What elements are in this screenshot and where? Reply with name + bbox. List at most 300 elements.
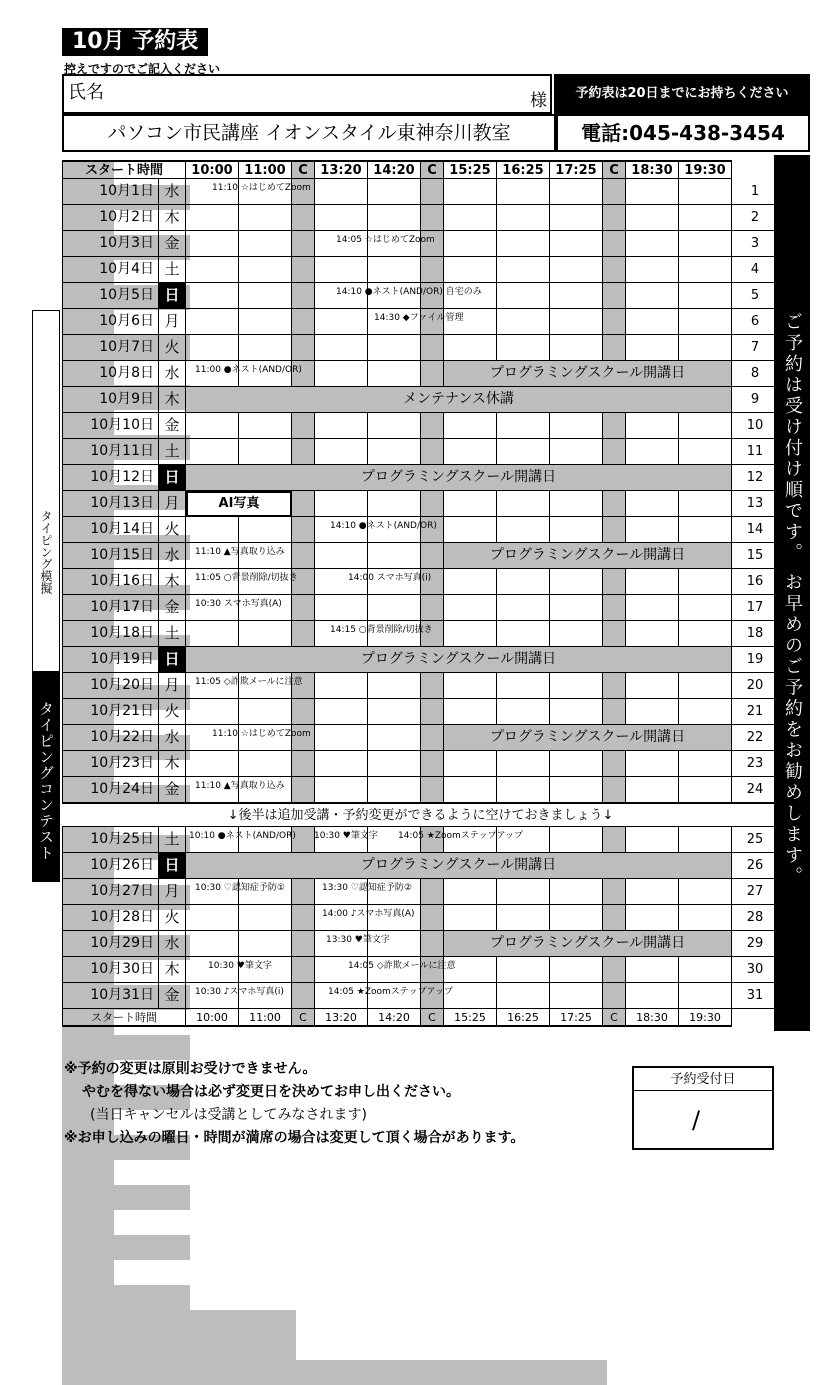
slot-cell[interactable] <box>603 257 626 283</box>
footnote-1: ※予約の変更は原則お受けできません。 <box>64 1061 317 1077</box>
slot-cell[interactable] <box>626 205 679 231</box>
slot-cell[interactable] <box>292 905 315 931</box>
slot-cell[interactable] <box>292 777 315 803</box>
slot-cell[interactable] <box>186 231 239 257</box>
right-notice-bar: ご予約は受け付け順です。 お早めのご予約をお勧めします。 <box>774 155 810 1031</box>
slot-cell[interactable] <box>421 439 444 465</box>
slot-cell[interactable] <box>444 179 497 205</box>
slot-cell[interactable] <box>550 205 603 231</box>
slot-cell[interactable] <box>444 751 497 777</box>
row-number: 3 <box>732 231 779 257</box>
slot-cell[interactable] <box>679 905 732 931</box>
slot-cell[interactable] <box>421 905 444 931</box>
slot-cell[interactable] <box>186 439 239 465</box>
slot-cell[interactable] <box>603 699 626 725</box>
time-column-header: C <box>292 160 315 179</box>
slot-cell[interactable] <box>679 751 732 777</box>
slot-cell[interactable] <box>603 595 626 621</box>
slot-cell[interactable] <box>292 283 315 309</box>
slot-cell[interactable] <box>239 931 292 957</box>
weekday-cell: 木 <box>159 387 186 413</box>
time-column-header: 13:20 <box>315 160 368 179</box>
slot-cell[interactable] <box>603 621 626 647</box>
date-cell: 10月15日 <box>62 543 159 569</box>
slot-cell[interactable] <box>239 517 292 543</box>
date-cell: 10月31日 <box>62 983 159 1009</box>
slot-cell[interactable] <box>550 283 603 309</box>
slot-cell[interactable] <box>497 439 550 465</box>
slot-cell[interactable] <box>292 257 315 283</box>
slot-cell[interactable] <box>679 699 732 725</box>
weekday-cell: 金 <box>159 777 186 803</box>
weekday-cell: 火 <box>159 517 186 543</box>
date-cell: 10月24日 <box>62 777 159 803</box>
slot-cell[interactable] <box>315 205 368 231</box>
slot-cell[interactable] <box>315 543 368 569</box>
slot-cell[interactable] <box>603 905 626 931</box>
slot-cell[interactable] <box>368 491 421 517</box>
slot-cell[interactable] <box>497 621 550 647</box>
slot-cell[interactable] <box>626 491 679 517</box>
slot-cell[interactable] <box>239 751 292 777</box>
slot-cell[interactable] <box>239 699 292 725</box>
slot-cell[interactable] <box>679 283 732 309</box>
slot-cell[interactable] <box>626 827 679 853</box>
slot-cell[interactable] <box>550 621 603 647</box>
schedule-banner: メンテナンス休講 <box>186 387 731 412</box>
slot-cell[interactable] <box>368 335 421 361</box>
slot-cell[interactable] <box>626 621 679 647</box>
slot-cell[interactable] <box>421 595 444 621</box>
slot-cell[interactable] <box>679 621 732 647</box>
slot-cell[interactable] <box>679 595 732 621</box>
slot-cell[interactable] <box>368 179 421 205</box>
slot-cell[interactable] <box>292 543 315 569</box>
class-note: 11:10 ☆はじめてZoom <box>212 729 311 739</box>
slot-cell[interactable] <box>315 439 368 465</box>
class-note: 14:15 ○背景削除/切抜き <box>330 625 433 635</box>
start-time-header: スタート時間 <box>62 160 186 179</box>
slot-cell[interactable] <box>239 335 292 361</box>
slot-cell[interactable] <box>603 879 626 905</box>
class-note: 14:00 スマホ写真(i) <box>348 573 432 583</box>
slot-cell[interactable] <box>292 751 315 777</box>
slot-cell[interactable] <box>626 179 679 205</box>
slot-cell[interactable] <box>186 335 239 361</box>
slot-cell[interactable] <box>186 309 239 335</box>
slot-cell[interactable] <box>315 673 368 699</box>
slot-cell[interactable] <box>444 879 497 905</box>
slot-cell[interactable] <box>679 517 732 543</box>
slot-cell[interactable] <box>550 517 603 543</box>
date-cell: 10月30日 <box>62 957 159 983</box>
receipt-divider <box>632 1090 774 1091</box>
weekday-cell: 土 <box>159 827 186 853</box>
slot-cell[interactable] <box>550 777 603 803</box>
slot-cell[interactable] <box>550 439 603 465</box>
slot-cell[interactable] <box>550 309 603 335</box>
slot-cell[interactable] <box>186 283 239 309</box>
time-column-footer: 11:00 <box>239 1009 292 1027</box>
slot-cell[interactable] <box>239 621 292 647</box>
slot-cell[interactable] <box>368 699 421 725</box>
slot-cell[interactable] <box>497 283 550 309</box>
slot-cell[interactable] <box>239 309 292 335</box>
slot-cell[interactable] <box>444 439 497 465</box>
slot-cell[interactable] <box>679 257 732 283</box>
slot-cell[interactable] <box>421 931 444 957</box>
class-note: 14:05 ☆はじめてZoom <box>336 235 435 245</box>
slot-cell[interactable] <box>239 905 292 931</box>
date-cell: 10月29日 <box>62 931 159 957</box>
start-time-footer: スタート時間 <box>62 1009 186 1027</box>
slot-cell[interactable] <box>421 751 444 777</box>
slot-cell[interactable] <box>679 957 732 983</box>
slot-cell[interactable] <box>239 257 292 283</box>
slot-cell[interactable] <box>603 673 626 699</box>
slot-cell[interactable] <box>239 283 292 309</box>
slot-cell[interactable] <box>444 491 497 517</box>
slot-cell[interactable] <box>368 361 421 387</box>
slot-cell[interactable] <box>626 983 679 1009</box>
slot-cell[interactable] <box>603 335 626 361</box>
slot-cell[interactable] <box>444 569 497 595</box>
slot-cell[interactable] <box>444 413 497 439</box>
slot-cell[interactable] <box>603 777 626 803</box>
slot-cell[interactable] <box>679 491 732 517</box>
slot-cell[interactable] <box>626 257 679 283</box>
slot-cell[interactable] <box>550 335 603 361</box>
slot-cell[interactable] <box>679 569 732 595</box>
slot-cell[interactable] <box>603 283 626 309</box>
slot-cell[interactable] <box>315 777 368 803</box>
row-number: 19 <box>732 647 779 673</box>
slot-cell[interactable] <box>626 283 679 309</box>
slot-cell[interactable] <box>603 751 626 777</box>
slot-cell[interactable] <box>186 621 239 647</box>
slot-cell[interactable] <box>603 231 626 257</box>
slot-cell[interactable] <box>421 257 444 283</box>
notice-row: ↓後半は追加受講・予約変更ができるように空けておきましょう↓ <box>62 803 779 827</box>
slot-cell[interactable] <box>497 491 550 517</box>
slot-cell[interactable] <box>497 257 550 283</box>
slot-cell[interactable] <box>679 335 732 361</box>
slot-cell[interactable] <box>444 673 497 699</box>
slot-cell[interactable] <box>603 983 626 1009</box>
slot-cell[interactable] <box>626 517 679 543</box>
slot-cell[interactable] <box>626 413 679 439</box>
slot-cell[interactable] <box>186 699 239 725</box>
weekday-cell: 日 <box>159 853 186 879</box>
name-field[interactable] <box>62 74 552 114</box>
slot-cell[interactable] <box>550 569 603 595</box>
time-column-header: 10:00 <box>186 160 239 179</box>
slot-cell[interactable] <box>444 905 497 931</box>
time-column-header: C <box>421 160 444 179</box>
slot-cell[interactable] <box>315 699 368 725</box>
slot-cell[interactable] <box>368 205 421 231</box>
slot-cell[interactable] <box>603 491 626 517</box>
class-note: 14:05 ★Zoomステップアップ <box>328 987 454 997</box>
slot-cell[interactable] <box>550 905 603 931</box>
slot-cell[interactable] <box>550 751 603 777</box>
slot-cell[interactable] <box>421 879 444 905</box>
slot-cell[interactable] <box>444 699 497 725</box>
slot-cell[interactable] <box>444 517 497 543</box>
slot-cell[interactable] <box>421 543 444 569</box>
slot-cell[interactable] <box>368 725 421 751</box>
slot-cell[interactable] <box>603 439 626 465</box>
slot-cell[interactable] <box>679 983 732 1009</box>
slot-cell[interactable] <box>626 569 679 595</box>
slot-cell[interactable] <box>497 777 550 803</box>
slot-cell[interactable] <box>315 335 368 361</box>
slot-cell[interactable] <box>603 827 626 853</box>
slot-cell[interactable] <box>239 231 292 257</box>
slot-cell[interactable] <box>292 621 315 647</box>
slot-cell[interactable] <box>315 257 368 283</box>
time-column-header: 11:00 <box>239 160 292 179</box>
slot-cell[interactable] <box>315 179 368 205</box>
slot-cell[interactable] <box>186 257 239 283</box>
slot-cell[interactable] <box>679 179 732 205</box>
slot-cell[interactable] <box>368 543 421 569</box>
slot-cell[interactable] <box>603 413 626 439</box>
slot-cell[interactable] <box>626 309 679 335</box>
slot-cell[interactable] <box>315 751 368 777</box>
time-column-footer: C <box>292 1009 315 1027</box>
slot-cell[interactable] <box>368 673 421 699</box>
slot-cell[interactable] <box>421 179 444 205</box>
slot-cell[interactable] <box>292 517 315 543</box>
ai-photo-label: AI写真 <box>186 491 292 517</box>
slot-cell[interactable] <box>626 673 679 699</box>
slot-cell[interactable] <box>444 257 497 283</box>
class-note: 14:10 ●ネスト(AND/OR) 自宅のみ <box>336 287 482 297</box>
slot-cell[interactable] <box>497 699 550 725</box>
row-number: 29 <box>732 931 779 957</box>
row-number: 9 <box>732 387 779 413</box>
slot-cell[interactable] <box>626 957 679 983</box>
row-number: 15 <box>732 543 779 569</box>
slot-cell[interactable] <box>626 751 679 777</box>
slot-cell[interactable] <box>626 335 679 361</box>
slot-cell[interactable] <box>550 595 603 621</box>
slot-cell[interactable] <box>292 413 315 439</box>
slot-cell[interactable] <box>444 335 497 361</box>
slot-cell[interactable] <box>292 879 315 905</box>
date-cell: 10月7日 <box>62 335 159 361</box>
slot-cell[interactable] <box>626 231 679 257</box>
slot-cell[interactable] <box>421 361 444 387</box>
slot-cell[interactable] <box>239 205 292 231</box>
class-note: 13:30 ♡認知症予防② <box>322 883 412 893</box>
slot-cell[interactable] <box>186 517 239 543</box>
slot-cell[interactable] <box>497 335 550 361</box>
slot-cell[interactable] <box>186 931 239 957</box>
slot-cell[interactable] <box>550 413 603 439</box>
slot-cell[interactable] <box>497 517 550 543</box>
slot-cell[interactable] <box>679 205 732 231</box>
page-subtitle: 控えですのでご記入ください <box>64 62 221 76</box>
class-note: 14:30 ◆ファイル管理 <box>374 313 464 323</box>
slot-cell[interactable] <box>550 879 603 905</box>
slot-cell[interactable] <box>444 205 497 231</box>
slot-cell[interactable] <box>626 439 679 465</box>
slot-cell[interactable] <box>497 309 550 335</box>
slot-cell[interactable] <box>292 309 315 335</box>
row-number: 26 <box>732 853 779 879</box>
slot-cell[interactable] <box>626 879 679 905</box>
slot-cell[interactable] <box>679 231 732 257</box>
slot-cell[interactable] <box>292 699 315 725</box>
weekday-cell: 木 <box>159 957 186 983</box>
slot-cell[interactable] <box>186 413 239 439</box>
slot-cell[interactable] <box>679 439 732 465</box>
slot-cell[interactable] <box>315 361 368 387</box>
weekday-cell: 金 <box>159 983 186 1009</box>
slot-cell[interactable] <box>368 777 421 803</box>
slot-cell[interactable] <box>421 413 444 439</box>
slot-cell[interactable] <box>421 725 444 751</box>
time-column-footer: 15:25 <box>444 1009 497 1027</box>
slot-cell[interactable] <box>421 673 444 699</box>
slot-cell[interactable] <box>603 205 626 231</box>
slot-cell[interactable] <box>603 957 626 983</box>
slot-cell[interactable] <box>550 673 603 699</box>
slot-cell[interactable] <box>550 491 603 517</box>
slot-cell[interactable] <box>292 335 315 361</box>
slot-cell[interactable] <box>497 569 550 595</box>
slot-cell[interactable] <box>679 827 732 853</box>
class-note: 11:10 ☆はじめてZoom <box>212 183 311 193</box>
slot-cell[interactable] <box>292 491 315 517</box>
slot-cell[interactable] <box>497 751 550 777</box>
date-cell: 10月9日 <box>62 387 159 413</box>
slot-cell[interactable] <box>679 879 732 905</box>
row-number: 25 <box>732 827 779 853</box>
slot-cell[interactable] <box>292 439 315 465</box>
slot-cell[interactable] <box>603 569 626 595</box>
slot-cell[interactable] <box>368 751 421 777</box>
row-number: 23 <box>732 751 779 777</box>
class-note: 10:10 ●ネスト(AND/OR) <box>189 831 296 841</box>
class-note: 14:05 ◇詐欺メールに注意 <box>348 961 456 971</box>
slot-cell[interactable] <box>444 621 497 647</box>
slot-cell[interactable] <box>315 309 368 335</box>
slot-cell[interactable] <box>186 905 239 931</box>
typing-contest-label: タイピングコンテスト <box>32 672 60 882</box>
slot-cell[interactable] <box>315 413 368 439</box>
slot-cell[interactable] <box>497 879 550 905</box>
slot-cell[interactable] <box>497 231 550 257</box>
slot-cell[interactable] <box>550 827 603 853</box>
slot-cell[interactable] <box>679 673 732 699</box>
slot-cell[interactable] <box>550 699 603 725</box>
slot-cell[interactable] <box>626 699 679 725</box>
slot-cell[interactable] <box>444 595 497 621</box>
slot-cell[interactable] <box>497 205 550 231</box>
date-cell: 10月11日 <box>62 439 159 465</box>
slot-cell[interactable] <box>550 231 603 257</box>
slot-cell[interactable] <box>368 439 421 465</box>
slot-cell[interactable] <box>626 777 679 803</box>
slot-cell[interactable] <box>679 309 732 335</box>
slot-cell[interactable] <box>292 957 315 983</box>
slot-cell[interactable] <box>292 205 315 231</box>
slot-cell[interactable] <box>421 335 444 361</box>
slot-cell[interactable] <box>679 777 732 803</box>
row-number: 17 <box>732 595 779 621</box>
slot-cell[interactable] <box>603 179 626 205</box>
row-number: 14 <box>732 517 779 543</box>
row-number: 24 <box>732 777 779 803</box>
slot-cell[interactable] <box>626 595 679 621</box>
slot-cell[interactable] <box>626 905 679 931</box>
deadline-notice: 予約表は20日までにお持ちください <box>554 74 810 114</box>
time-column-footer: C <box>603 1009 626 1027</box>
slot-cell[interactable] <box>444 231 497 257</box>
slot-cell[interactable] <box>421 699 444 725</box>
slot-cell[interactable] <box>186 751 239 777</box>
row-number: 27 <box>732 879 779 905</box>
slot-cell[interactable] <box>444 777 497 803</box>
slot-cell[interactable] <box>315 491 368 517</box>
slot-cell[interactable] <box>315 595 368 621</box>
weekday-cell: 土 <box>159 439 186 465</box>
slot-cell[interactable] <box>603 309 626 335</box>
slot-cell[interactable] <box>497 905 550 931</box>
slot-cell[interactable] <box>550 257 603 283</box>
slot-cell[interactable] <box>497 673 550 699</box>
slot-cell[interactable] <box>497 983 550 1009</box>
slot-cell[interactable] <box>421 777 444 803</box>
slot-cell[interactable] <box>292 983 315 1009</box>
slot-cell[interactable] <box>292 595 315 621</box>
date-cell: 10月6日 <box>62 309 159 335</box>
slot-cell[interactable] <box>550 983 603 1009</box>
weekday-cell: 金 <box>159 595 186 621</box>
slot-cell[interactable] <box>368 257 421 283</box>
class-note: 13:30 ♥筆文字 <box>326 935 390 945</box>
slot-cell[interactable] <box>550 179 603 205</box>
slot-cell[interactable] <box>368 413 421 439</box>
slot-cell[interactable] <box>292 931 315 957</box>
shaded-block <box>62 1235 190 1260</box>
slot-cell[interactable] <box>497 595 550 621</box>
weekday-cell: 月 <box>159 879 186 905</box>
slot-cell[interactable] <box>239 413 292 439</box>
slot-cell[interactable] <box>421 491 444 517</box>
slot-cell[interactable] <box>239 439 292 465</box>
schedule-banner: プログラミングスクール開講日 <box>444 931 731 956</box>
phone-number: 電話:045-438-3454 <box>556 114 810 152</box>
slot-cell[interactable] <box>679 413 732 439</box>
slot-cell[interactable] <box>497 179 550 205</box>
slot-cell[interactable] <box>550 957 603 983</box>
receipt-slash: / <box>692 1106 701 1134</box>
time-column-header: 17:25 <box>550 160 603 179</box>
slot-cell[interactable] <box>497 413 550 439</box>
slot-cell[interactable] <box>421 205 444 231</box>
slot-cell[interactable] <box>603 517 626 543</box>
slot-cell[interactable] <box>186 205 239 231</box>
slot-cell[interactable] <box>497 957 550 983</box>
slot-cell[interactable] <box>292 231 315 257</box>
row-number: 4 <box>732 257 779 283</box>
slot-cell[interactable] <box>315 725 368 751</box>
slot-cell[interactable] <box>368 595 421 621</box>
